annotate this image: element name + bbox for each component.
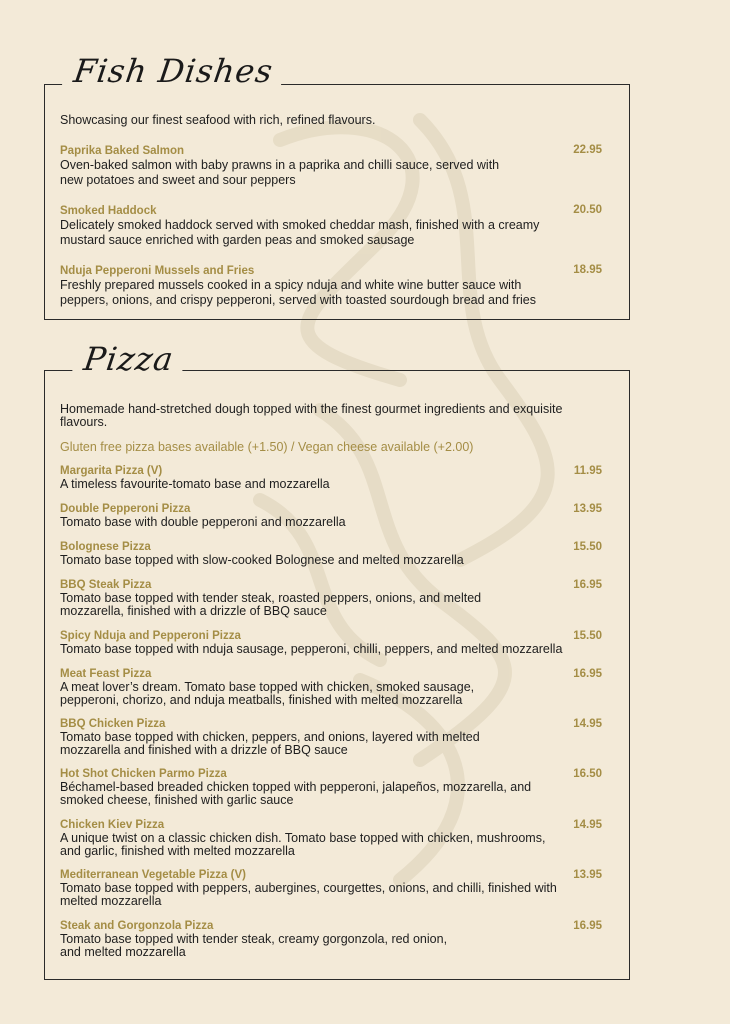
item-price: 20.50 bbox=[573, 204, 602, 216]
item-name: Nduja Pepperoni Mussels and Fries bbox=[60, 265, 255, 277]
menu-item bbox=[60, 869, 602, 908]
menu-item bbox=[60, 503, 602, 529]
item-description: Tomato base topped with nduja sausage, pepperoni, chilli, peppers, and melted mozzarella bbox=[60, 642, 563, 656]
item-description: A meat lover’s dream. Tomato base topped with chicken, smoked sausage, pepperoni, chorizo, and nduja meatballs, finished with melted mozzarella bbox=[60, 680, 475, 707]
item-description: Delicately smoked haddock served with smoked cheddar mash, finished with a creamy mustard sauce enriched with garden peas and smoked sausage bbox=[60, 218, 540, 247]
item-description: Tomato base topped with chicken, peppers, and onions, layered with melted mozzarella and finished with a drizzle of BBQ sauce bbox=[60, 730, 480, 757]
menu-item bbox=[60, 768, 602, 807]
item-description: Tomato base topped with peppers, aubergines, courgettes, onions, and chilli, finished with melted mozzarella bbox=[60, 881, 557, 908]
item-name: Steak and Gorgonzola Pizza bbox=[60, 920, 214, 932]
item-name: Mediterranean Vegetable Pizza (V) bbox=[60, 869, 246, 881]
item-description: A unique twist on a classic chicken dish. Tomato base topped with chicken, mushrooms, and garlic, finished with melted mozzarella bbox=[60, 831, 546, 858]
item-description: Freshly prepared mussels cooked in a spicy nduja and white wine butter sauce with peppers, onions, and crispy pepperoni, served with toasted sourdough bread and fries bbox=[60, 278, 536, 307]
item-name: Hot Shot Chicken Parmo Pizza bbox=[60, 768, 227, 780]
item-price: 15.50 bbox=[573, 541, 602, 553]
item-description: Tomato base topped with tender steak, creamy gorgonzola, red onion, and melted mozzarella bbox=[60, 932, 448, 959]
item-price: 16.50 bbox=[573, 768, 602, 780]
item-name: BBQ Steak Pizza bbox=[60, 579, 152, 591]
item-price: 22.95 bbox=[573, 144, 602, 156]
item-price: 16.95 bbox=[573, 920, 602, 932]
item-price: 13.95 bbox=[573, 503, 602, 515]
item-name: Double Pepperoni Pizza bbox=[60, 503, 191, 515]
item-price: 11.95 bbox=[573, 465, 602, 477]
item-price: 15.50 bbox=[573, 630, 602, 642]
menu-item bbox=[60, 144, 602, 188]
item-name: Spicy Nduja and Pepperoni Pizza bbox=[60, 630, 241, 642]
item-description: A timeless favourite-tomato base and mozzarella bbox=[60, 477, 330, 491]
item-price: 13.95 bbox=[573, 869, 602, 881]
item-name: Meat Feast Pizza bbox=[60, 668, 152, 680]
pizza-intro: Homemade hand-stretched dough topped with the finest gourmet ingredients and exquisite flavours. bbox=[60, 402, 563, 429]
menu-item bbox=[60, 541, 602, 567]
pizza-section-title: Pizza bbox=[71, 340, 186, 378]
item-price: 16.95 bbox=[573, 579, 602, 591]
item-name: Bolognese Pizza bbox=[60, 541, 151, 553]
menu-item bbox=[60, 668, 602, 707]
fish-section-title: Fish Dishes bbox=[61, 52, 285, 90]
menu-item bbox=[60, 819, 602, 858]
fish-intro: Showcasing our finest seafood with rich, refined flavours. bbox=[60, 113, 376, 127]
menu-item bbox=[60, 718, 602, 757]
item-description: Tomato base topped with slow-cooked Bolognese and melted mozzarella bbox=[60, 553, 464, 567]
item-name: BBQ Chicken Pizza bbox=[60, 718, 166, 730]
item-name: Smoked Haddock bbox=[60, 205, 157, 217]
item-description: Tomato base topped with tender steak, roasted peppers, onions, and melted mozzarella, finished with a drizzle of BBQ sauce bbox=[60, 591, 482, 618]
item-description: Oven-baked salmon with baby prawns in a paprika and chilli sauce, served with new potatoes and sweet and sour peppers bbox=[60, 158, 500, 187]
item-name: Paprika Baked Salmon bbox=[60, 145, 184, 157]
item-price: 14.95 bbox=[573, 819, 602, 831]
menu-item bbox=[60, 920, 602, 959]
menu-item bbox=[60, 630, 602, 656]
pizza-dietary-note: Gluten free pizza bases available (+1.50) / Vegan cheese available (+2.00) bbox=[60, 440, 474, 454]
item-price: 18.95 bbox=[573, 264, 602, 276]
item-name: Margarita Pizza (V) bbox=[60, 465, 163, 477]
item-description: Béchamel-based breaded chicken topped with pepperoni, jalapeños, mozzarella, and smoked cheese, finished with garlic sauce bbox=[60, 780, 532, 807]
item-name: Chicken Kiev Pizza bbox=[60, 819, 165, 831]
menu-item bbox=[60, 465, 602, 491]
item-price: 16.95 bbox=[573, 668, 602, 680]
item-price: 14.95 bbox=[573, 718, 602, 730]
menu-item bbox=[60, 579, 602, 618]
menu-item bbox=[60, 204, 602, 248]
item-description: Tomato base with double pepperoni and mozzarella bbox=[60, 515, 346, 529]
menu-item bbox=[60, 264, 602, 308]
